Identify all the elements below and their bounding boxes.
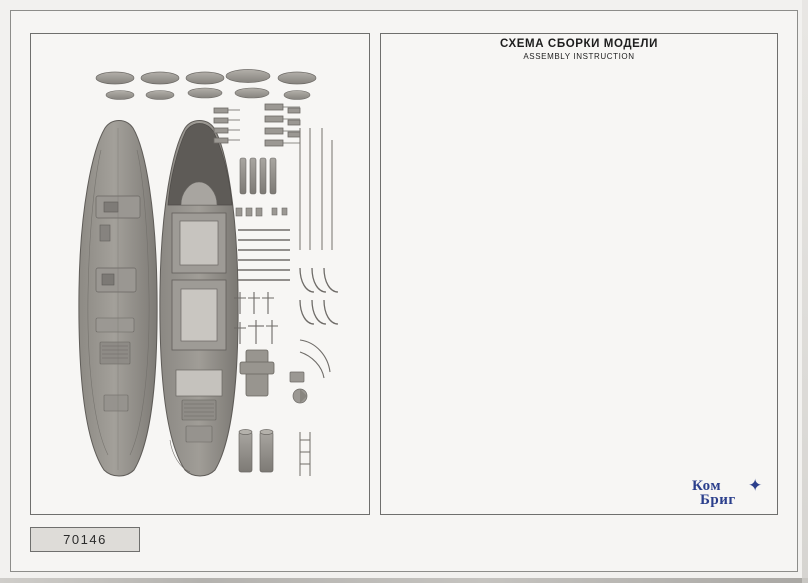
brand-logo-line2: Бриг [700,492,736,508]
brand-logo-line1: Ком [692,478,722,494]
title-english: ASSEMBLY INSTRUCTION [523,52,635,61]
star-icon: ✦ [748,476,763,495]
title-russian: СХЕМА СБОРКИ МОДЕЛИ [500,38,658,50]
kit-number-box [30,527,140,552]
parts-sprue-panel [30,33,370,515]
brand-logo [690,477,772,515]
scan-edge-right [802,0,808,583]
assembly-diagram-panel [380,33,778,515]
scan-edge-bottom [0,578,808,583]
title-block [380,38,778,61]
kit-number: 70146 [63,532,107,547]
